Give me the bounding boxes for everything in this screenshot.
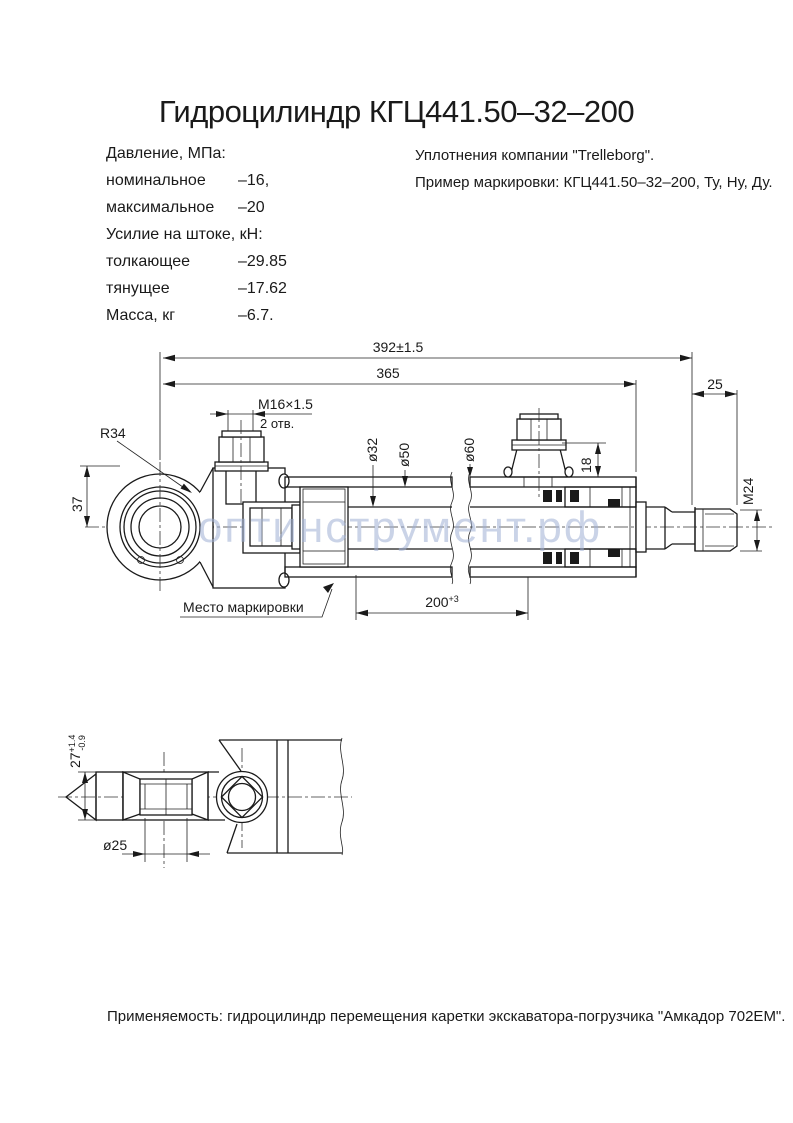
main-view bbox=[69, 339, 775, 620]
page-title: Гидроцилиндр КГЦ441.50–32–200 bbox=[158, 94, 635, 129]
eye-section-view bbox=[58, 735, 352, 868]
rod-eye bbox=[107, 352, 213, 594]
dim-rod-dia-label: ø32 bbox=[364, 437, 380, 462]
clamp-wedge bbox=[96, 772, 123, 820]
dim-thread-length-label: 25 bbox=[707, 376, 723, 392]
dim-eye-width-label: $27^{+1.4}-0.9$ bbox=[67, 734, 87, 768]
dim-stroke bbox=[356, 575, 528, 620]
dim-barrel-dia-label: ø60 bbox=[461, 437, 477, 462]
dim-eye-height-label: 37 bbox=[69, 496, 85, 512]
dim-eye-radius-label: R34 bbox=[100, 425, 126, 441]
dim-rod-dia bbox=[364, 438, 380, 507]
spec-row: максимальное –20 bbox=[106, 199, 265, 216]
bearing-housing bbox=[123, 772, 208, 820]
dim-port-thread-label: M16×1.5 bbox=[258, 396, 313, 412]
break-line-bottom-view bbox=[340, 738, 343, 855]
dim-port-thread bbox=[210, 396, 313, 431]
dim-bore-dia-label: ø50 bbox=[396, 442, 412, 467]
note-marking-example: Пример маркировки: КГЦ441.50–32–200, Ту, Ну, Ду. bbox=[415, 174, 773, 191]
dim-port-depth-label: 18 bbox=[578, 457, 594, 473]
dim-rod-thread-label: M24 bbox=[740, 477, 756, 505]
marking-place-label: Место маркировки bbox=[183, 599, 304, 615]
dim-barrel-dia bbox=[461, 438, 477, 477]
spec-row: тянущее –17.62 bbox=[106, 280, 287, 297]
dim-stroke-label: $200^{+3}$ bbox=[425, 594, 459, 610]
spec-row: Усилие на штоке, кН: bbox=[106, 226, 263, 243]
application-note: Применяемость: гидроцилиндр перемещения каретки экскаватора-погрузчика "Амкадор 702ЕМ". bbox=[107, 1008, 786, 1025]
spec-row: толкающее –29.85 bbox=[106, 253, 287, 270]
dim-overall-length-label: 392±1.5 bbox=[372, 339, 424, 355]
dim-thread-length bbox=[692, 376, 737, 505]
eye-boss-body bbox=[208, 738, 343, 855]
dim-body-length-label: 365 bbox=[376, 365, 400, 381]
watermark: оптинструмент.рф bbox=[197, 503, 603, 552]
right-port-plug bbox=[504, 408, 573, 497]
note-seals: Уплотнения компании "Trelleborg". bbox=[415, 147, 655, 164]
dim-bore-dia bbox=[396, 443, 412, 487]
spec-row: номинальное –16, bbox=[106, 172, 270, 189]
dim-pin-bore bbox=[103, 818, 210, 862]
spec-row: Масса, кг –6.7. bbox=[106, 307, 274, 324]
dim-port-count-label: 2 отв. bbox=[260, 416, 295, 431]
spec-row: Давление, МПа: bbox=[106, 145, 226, 162]
dim-pin-bore-label: ø25 bbox=[103, 837, 128, 853]
dim-rod-thread bbox=[740, 478, 762, 551]
